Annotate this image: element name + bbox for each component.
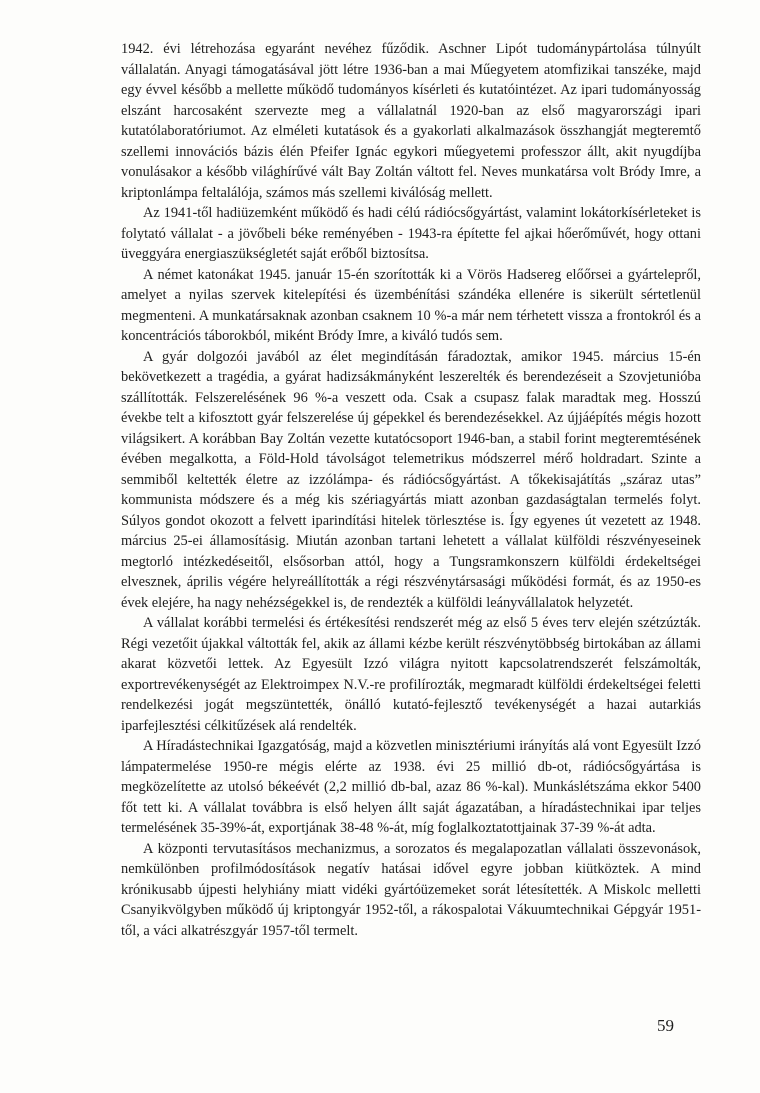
paragraph-6: A Híradástechnikai Igazgatóság, majd a közvetlen minisztériumi irányítás alá vont Egyesült Izzó lámpatermelése 1950-re mégis elérte az 1938. évi 25 millió db-ot, rádiócsőgyártása is megközelítette az utolsó békeévét (2,2 millió db-bal, azaz 86 %-kal). Munkáslétszáma ekkor 5400 főt tett ki. A vállalat továbbra is első helyen állt saját ágazatában, a híradástechnikai ipar teljes termelésének 35-39%-át, exportjának 38-48 %-át, míg foglalkoztatottjainak 37-39 %-át adta.: [121, 738, 701, 836]
paragraph-5: A vállalat korábbi termelési és értékesítési rendszerét még az első 5 éves terv elején szétzúzták. Régi vezetőit újakkal váltották fel, akik az állami kézbe került részvénytöbbség birtokában az állami akarat közvetői lettek. Az Egyesült Izzó világra nyitott kapcsolatrendszerét felszámolták, exportrevékenységét az Elektroimpex N.V.-re profilírozták, megmaradt külföldi érdekeltségei feletti rendelkezési jogát megszüntették, önálló kutató-fejlesztő tevékenységét a hazai autarkiás iparfejlesztési célkitűzések alá rendelték.: [121, 615, 701, 734]
body-text: [121, 39, 701, 941]
paragraph-7: A központi tervutasításos mechanizmus, a sorozatos és megalapozatlan vállalati összevonások, nemkülönben profilmódosítások negatív hatásai idővel egyre jobban kiütköztek. A mind krónikusabb újpesti helyhiány miatt vidéki gyártóüzemeket sorát létesítették. A Miskolc melletti Csanyikvölgyben működő új kriptongyár 1952-től, a rákospalotai Vákuumtechnikai Gépgyár 1951-től, a váci alkatrészgyár 1957-től termelt.: [121, 840, 701, 939]
paragraph-2: Az 1941-től hadiüzemként működő és hadi célú rádiócsőgyártást, valamint lokátorkísérleteket is folytató vállalat - a jövőbeli béke reményében - 1943-ra építette fel ajkai hőerőművét, hogy ottani üveggyára energiaszükségletét saját erőből biztosítsa.: [121, 205, 701, 262]
paragraph-4: A gyár dolgozói javából az élet megindításán fáradoztak, amikor 1945. március 15-én bekövetkezett a tragédia, a gyárat hadizsákmányként leszerelték és berendezéseit a Szovjetunióba szállították. Felszerelésének 96 %-a veszett oda. Csak a csupasz falak maradtak meg. Hosszú évekbe telt a kifosztott gyár felszerelése új gépekkel és berendezésekkel. Az újjáépítés mégis hozott világsikert. A korábban Bay Zoltán vezette kutatócsoport 1946-ban, a stabil forint megteremtésének évében megalkotta, a Föld-Hold távolságot telemetrikus módszerrel mérő holdradart. Szinte a semmiből keltették életre az izzólámpa- és rádiócsőgyártást. A tőkekisajátítás „száraz utas” kommunista módszere és a még kis szériagyártás miatt azonban gazdaságtalan termelés folyt. Súlyos gondot okozott a felvett iparindítási hitelek törlesztése is. Így egyenes út vezetett az 1948. március 25-ei államosításig. Miután azonban tartani lehetett a vállalat külföldi részvényeseinek megtorló intézkedéseitől, elsősorban attól, hogy a Tungsramkonszern külföldi érdekeltségei elvesznek, április végére helyreállították a régi részvénytársasági működési formát, és az 1950-es évek elejére, ha nagy nehézségekkel is, de rendezték a külföldi leányvállalatok helyzetét.: [121, 348, 701, 611]
paragraph-3: A német katonákat 1945. január 15-én szorították ki a Vörös Hadsereg előőrsei a gyártelepről, amelyet a nyilas szervek kitelepítési és üzembénítási szándéka ellenére is sikerült sértetlenül megmenteni. A munkatársaknak azonban csaknem 10 %-a már nem térhetett vissza a frontokról és a koncentrációs táborokból, miként Bródy Imre, a kiváló tudós sem.: [121, 266, 701, 344]
page-number: 59: [657, 1016, 674, 1035]
paragraph-1: 1942. évi létrehozása egyaránt nevéhez fűződik. Aschner Lipót tudománypártolása túlnyúlt vállalatán. Anyagi támogatásával jött létre 1936-ban a mai Műegyetem atomfizikai tanszéke, majd egy évvel később a mellette működő tudományos kísérleti és kutatóintézet. Az ipari tudományosság elszánt harcosaként szervezte meg a vállalatnál 1920-ban az első magyarországi ipari kutatólaboratóriumot. Az elméleti kutatások és a gyakorlati alkalmazások összhangját megteremtő szellemi innovációs bázis élén Pfeifer Ignác egykori műegyetemi professzor állt, akit nyugdíjba vonulásakor a később világhírűvé vált Bay Zoltán váltott fel. Neves munkatársa volt Bródy Imre, a kriptonlámpa feltalálója, számos más szellemi kiválóság mellett.: [121, 41, 701, 201]
